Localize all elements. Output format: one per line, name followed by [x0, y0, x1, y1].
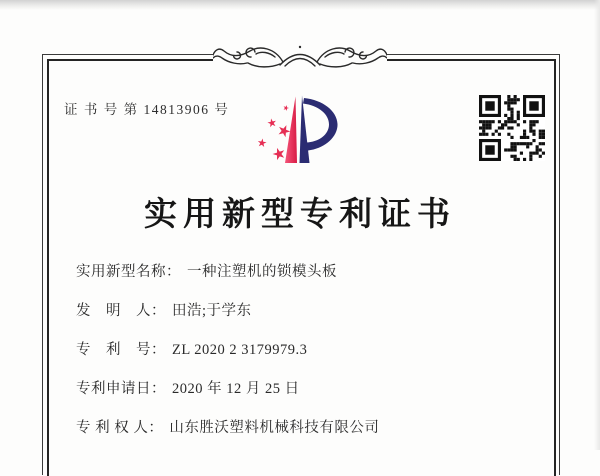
- field-label: 专 利 权 人：: [76, 420, 164, 436]
- cnipa-logo-icon: [252, 91, 366, 181]
- qr-code: [479, 95, 545, 161]
- field-row-name: [76, 260, 536, 280]
- logo-blue-bar: [300, 96, 310, 164]
- field-row-inventors: [76, 299, 536, 319]
- field-row-patent-number: [76, 338, 536, 358]
- field-value: 山东胜沃塑料机械科技有限公司: [169, 420, 380, 436]
- field-value: 田浩;于学东: [172, 303, 252, 319]
- field-value: ZL 2020 2 3179979.3: [172, 342, 308, 358]
- field-row-application-date: [76, 377, 536, 397]
- field-label: 实用新型名称：: [76, 264, 181, 280]
- field-row-patentee: [76, 416, 536, 436]
- certificate-fields: [76, 260, 536, 455]
- certificate-title: 实用新型专利证书: [144, 197, 456, 233]
- field-label: 专 利 号：: [76, 342, 166, 358]
- certificate-number: 证 书 号 第 14813906 号: [64, 102, 230, 117]
- field-label: 专利申请日：: [76, 381, 166, 397]
- field-value: 2020 年 12 月 25 日: [172, 381, 300, 397]
- border-flourish-ornament: [213, 38, 387, 80]
- field-label: 发 明 人：: [76, 303, 166, 319]
- photo-edge-shadow-top: [0, 0, 600, 10]
- field-value: 一种注塑机的锁模头板: [187, 264, 337, 280]
- logo-blue-bowl: [303, 98, 338, 151]
